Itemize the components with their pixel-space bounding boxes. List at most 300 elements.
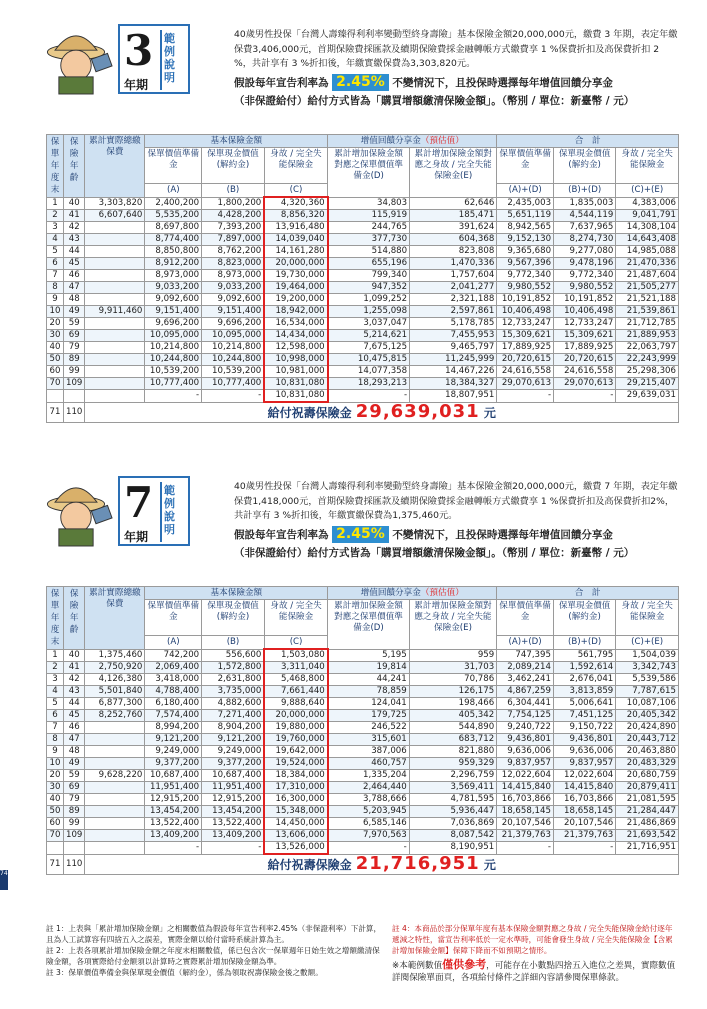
table-cell: 315,601 <box>328 734 409 746</box>
table-cell: 747,395 <box>497 649 554 662</box>
table-cell <box>85 366 145 378</box>
table-cell: 514,880 <box>328 246 410 258</box>
table-cell: 18,293,213 <box>328 378 410 390</box>
table-cell: 9,478,196 <box>554 258 616 270</box>
table-cell: - <box>554 390 616 403</box>
table-cell: 40 <box>64 197 85 210</box>
table-cell: 18,384,000 <box>264 770 327 782</box>
table-row <box>47 342 679 354</box>
table-cell: 45 <box>64 710 85 722</box>
table-cell: 3,735,000 <box>202 686 265 698</box>
table-row <box>47 662 679 674</box>
table-row <box>47 318 679 330</box>
section-header <box>46 478 679 578</box>
table-cell: - <box>553 842 615 855</box>
footnote-2: 註 2：上表各項累計增加保險金額之年度末相關數值，係已包含次一保單週年日始生效之增額繳清保險金額，各項實際給付金額須以計算時之實際累計增加保險金額為準。 <box>46 946 380 966</box>
table-cell: - <box>202 390 265 403</box>
table-cell: 9,121,200 <box>145 734 202 746</box>
col-paid-header: 累計實際總繳保費 <box>85 135 145 198</box>
table-cell: 9,772,340 <box>554 270 616 282</box>
table-cell: 15,309,621 <box>554 330 616 342</box>
table-cell <box>85 294 145 306</box>
table-cell: 14,450,000 <box>264 818 327 830</box>
table-cell: 185,471 <box>410 210 497 222</box>
table-cell: 49 <box>64 306 85 318</box>
table-cell: 60 <box>47 818 64 830</box>
table-cell: 109 <box>64 830 85 842</box>
table-cell: 13,409,200 <box>202 830 265 842</box>
table-cell <box>85 354 145 366</box>
table-cell: 2,321,188 <box>410 294 497 306</box>
table-cell: 5,195 <box>328 649 409 662</box>
table-cell: 10,831,080 <box>264 378 327 390</box>
table-cell: 405,342 <box>409 710 496 722</box>
table-cell: 799,340 <box>328 270 410 282</box>
table-cell: 18,384,327 <box>410 378 497 390</box>
table-cell: 8 <box>47 282 64 294</box>
table-cell: 3,303,820 <box>85 197 145 210</box>
table-cell <box>85 258 145 270</box>
col-ce-tag: (C)+(E) <box>616 636 679 650</box>
table-row <box>47 270 679 282</box>
table-cell: 9,151,400 <box>202 306 265 318</box>
table-cell: 29,070,613 <box>497 378 554 390</box>
table-cell: 3 <box>47 222 64 234</box>
table-cell: 20,000,000 <box>264 258 327 270</box>
benefit-table <box>46 134 679 423</box>
assumption-part-c: （非保證給付）給付方式皆為「購買增額繳清保險金額」。（幣別 / 單位：新臺幣 / 元） <box>234 95 635 107</box>
table-cell: 10 <box>47 306 64 318</box>
table-cell: 24,616,558 <box>554 366 616 378</box>
table-cell: 29,070,613 <box>554 378 616 390</box>
table-cell: 9,636,006 <box>497 746 554 758</box>
assumption-part-c: （非保證給付）給付方式皆為「購買增額繳清保險金額」。（幣別 / 單位：新臺幣 / 元） <box>234 547 635 559</box>
table-cell: 109 <box>64 378 85 390</box>
table-cell: 10,244,800 <box>145 354 202 366</box>
group-total-header: 合 計 <box>497 587 679 600</box>
table-cell: 71 <box>47 854 64 874</box>
table-cell: 69 <box>64 782 85 794</box>
table-cell: 8,973,000 <box>145 270 202 282</box>
table-row <box>47 818 679 830</box>
table-cell: 22,063,797 <box>616 342 679 354</box>
table-cell: 6,304,441 <box>497 698 554 710</box>
table-cell <box>85 782 145 794</box>
table-cell: 823,808 <box>410 246 497 258</box>
table-cell: 1,757,604 <box>410 270 497 282</box>
assumption-part-b: 不變情況下，且投保時選擇每年增值回饋分享金 <box>392 77 613 89</box>
table-cell: 21,889,953 <box>616 330 679 342</box>
table-cell: 604,368 <box>410 234 497 246</box>
example-section-3yr <box>46 26 679 422</box>
table-cell: 70,786 <box>409 674 496 686</box>
table-cell: 13,454,200 <box>145 806 202 818</box>
col-year-header: 保單年度末 <box>47 135 64 198</box>
table-row <box>47 674 679 686</box>
table-cell: 19,464,000 <box>264 282 327 294</box>
table-cell: 17,889,925 <box>497 342 554 354</box>
table-cell: 19,880,000 <box>264 722 327 734</box>
table-cell: 2 <box>47 662 64 674</box>
table-cell: 12,915,200 <box>145 794 202 806</box>
table-cell: 43 <box>64 234 85 246</box>
col-e-header: 累計增加保險金額對應之身故 / 完全失能保險金(E) <box>410 148 497 198</box>
table-cell: 5,006,641 <box>553 698 615 710</box>
table-row <box>47 782 679 794</box>
table-cell: 742,200 <box>145 649 202 662</box>
table-cell: 10,095,000 <box>202 330 265 342</box>
table-cell: 7,036,869 <box>409 818 496 830</box>
group-bonus-note: （預估值） <box>420 136 464 146</box>
table-cell: 2,400,200 <box>145 197 202 210</box>
table-cell: 14,467,226 <box>410 366 497 378</box>
table-cell: 59 <box>64 770 85 782</box>
table-cell: 78,859 <box>328 686 409 698</box>
group-basic-header: 基本保險金額 <box>145 135 328 148</box>
table-cell: 9,436,801 <box>497 734 554 746</box>
maturity-unit: 元 <box>483 405 496 420</box>
table-cell: 9 <box>47 746 64 758</box>
table-cell: - <box>202 842 265 855</box>
table-cell: 2,296,759 <box>409 770 496 782</box>
table-cell: 60 <box>47 366 64 378</box>
intro-text: 40歲男性投保「台灣人壽臻得利利率變動型終身壽險」基本保險金額20,000,000元，繳費 3 年期，表定年繳保費3,406,000元，首期保險費採匯款及續期保險費採金融轉帳方式繳費享 1 %保費折扣及高保費折扣 2 %，共計享有 3 %折扣後，年繳實繳保費為3,303,820元。 <box>234 29 678 69</box>
page-tag: 74 <box>0 870 8 890</box>
table-cell: 7,754,125 <box>497 710 554 722</box>
table-cell: 9,240,722 <box>497 722 554 734</box>
table-cell: 7,970,563 <box>328 830 409 842</box>
table-cell: 15,348,000 <box>264 806 327 818</box>
maturity-benefit <box>85 402 679 422</box>
table-cell <box>85 246 145 258</box>
table-cell: 9,377,200 <box>145 758 202 770</box>
table-cell: 10,244,800 <box>202 354 265 366</box>
table-cell: 9,150,722 <box>553 722 615 734</box>
table-cell: 947,352 <box>328 282 410 294</box>
table-cell: 19,730,000 <box>264 270 327 282</box>
col-ce-tag: (C)+(E) <box>616 184 679 198</box>
table-cell: 46 <box>64 270 85 282</box>
col-c-header: 身故 / 完全失能保險金 <box>264 600 327 636</box>
table-cell: 20,680,759 <box>616 770 679 782</box>
table-cell: 44 <box>64 698 85 710</box>
table-row <box>47 210 679 222</box>
table-cell: 13,454,200 <box>202 806 265 818</box>
table-cell: 13,606,000 <box>264 830 327 842</box>
table-cell: 10,191,852 <box>554 294 616 306</box>
table-cell: 9,696,200 <box>202 318 265 330</box>
table-cell: 20,879,411 <box>616 782 679 794</box>
table-cell: 8,912,200 <box>145 258 202 270</box>
table-cell: 9,465,797 <box>410 342 497 354</box>
table-cell: 8,252,760 <box>85 710 145 722</box>
table-cell: 1,835,003 <box>554 197 616 210</box>
table-cell: 244,765 <box>328 222 410 234</box>
table-cell: 19,814 <box>328 662 409 674</box>
assumption-part-a: 假設每年宣告利率為 <box>234 529 329 541</box>
table-cell: 21,712,785 <box>616 318 679 330</box>
table-cell: 6,607,640 <box>85 210 145 222</box>
table-row <box>47 649 679 662</box>
table-cell: 2,631,800 <box>202 674 265 686</box>
table-cell: 9,152,130 <box>497 234 554 246</box>
table-row <box>47 698 679 710</box>
table-cell: 9,888,640 <box>264 698 327 710</box>
table-cell: 3,813,859 <box>553 686 615 698</box>
table-cell: 9,365,680 <box>497 246 554 258</box>
table-cell: 9,041,791 <box>616 210 679 222</box>
table-cell: 6 <box>47 710 64 722</box>
table-cell: 115,919 <box>328 210 410 222</box>
table-cell: 3,311,040 <box>264 662 327 674</box>
table-cell: 8,087,542 <box>409 830 496 842</box>
col-a-header: 保單價值準備金 <box>145 600 202 636</box>
col-c-tag: (C) <box>264 184 327 198</box>
table-cell: 10,981,000 <box>264 366 327 378</box>
assumption-text <box>234 74 679 110</box>
table-cell: 48 <box>64 294 85 306</box>
table-cell: 9,567,396 <box>497 258 554 270</box>
table-cell: 14,161,280 <box>264 246 327 258</box>
table-cell: 5,468,800 <box>264 674 327 686</box>
group-total-header: 合 計 <box>497 135 679 148</box>
table-cell <box>64 390 85 403</box>
table-row <box>47 222 679 234</box>
table-cell: 9,092,600 <box>145 294 202 306</box>
table-cell: 5,535,200 <box>145 210 202 222</box>
table-cell: 1,800,200 <box>202 197 265 210</box>
table-cell: 16,300,000 <box>264 794 327 806</box>
table-cell: 9,151,400 <box>145 306 202 318</box>
table-cell: 1,099,252 <box>328 294 410 306</box>
col-ce-header: 身故 / 完全失能保險金 <box>616 600 679 636</box>
table-cell: 8,973,000 <box>202 270 265 282</box>
table-cell: 2,069,400 <box>145 662 202 674</box>
table-cell: 44,241 <box>328 674 409 686</box>
table-cell: 10,406,498 <box>497 306 554 318</box>
table-cell <box>85 734 145 746</box>
table-cell: 46 <box>64 722 85 734</box>
table-cell: 20,483,329 <box>616 758 679 770</box>
table-cell: 7,271,400 <box>202 710 265 722</box>
table-cell: 18,942,000 <box>264 306 327 318</box>
table-cell: 21,081,595 <box>616 794 679 806</box>
table-cell: 3,037,047 <box>328 318 410 330</box>
table-cell: 25,298,306 <box>616 366 679 378</box>
table-cell: 21,693,542 <box>616 830 679 842</box>
table-cell: 42 <box>64 674 85 686</box>
table-cell: 2,089,214 <box>497 662 554 674</box>
table-cell: 10,214,800 <box>145 342 202 354</box>
table-cell: 10,777,400 <box>202 378 265 390</box>
term-year-label: 年期 <box>124 530 149 544</box>
table-cell: 4,781,595 <box>409 794 496 806</box>
badge-example-label: 範例說明 <box>164 32 175 84</box>
table-cell: 1 <box>47 197 64 210</box>
table-cell: 5 <box>47 246 64 258</box>
table-cell: 1,255,098 <box>328 306 410 318</box>
table-cell: 9,696,200 <box>145 318 202 330</box>
table-cell: 8,190,951 <box>409 842 496 855</box>
table-cell: 14,415,840 <box>553 782 615 794</box>
table-row <box>47 686 679 698</box>
table-cell: 110 <box>64 854 85 874</box>
table-cell: 19,642,000 <box>264 746 327 758</box>
table-cell: 6 <box>47 258 64 270</box>
table-cell: 7,897,000 <box>202 234 265 246</box>
table-cell: 21,487,604 <box>616 270 679 282</box>
table-cell: 10,831,080 <box>264 390 327 403</box>
table-cell: 12,733,247 <box>497 318 554 330</box>
table-cell: 40 <box>47 342 64 354</box>
table-cell: 20,720,615 <box>554 354 616 366</box>
badge-divider <box>160 30 162 90</box>
table-cell: 11,951,400 <box>202 782 265 794</box>
table-cell: 9,628,220 <box>85 770 145 782</box>
table-cell: 2,464,440 <box>328 782 409 794</box>
table-cell: 29,215,407 <box>616 378 679 390</box>
col-ad-header: 保單價值準備金 <box>497 600 554 636</box>
table-cell <box>85 318 145 330</box>
table-body <box>47 649 679 874</box>
table-cell: 9,911,460 <box>85 306 145 318</box>
table-cell <box>85 330 145 342</box>
table-cell: 2 <box>47 210 64 222</box>
table-row <box>47 806 679 818</box>
col-ad-header: 保單價值準備金 <box>497 148 554 184</box>
table-cell: 30 <box>47 782 64 794</box>
table-cell <box>85 234 145 246</box>
table-cell <box>85 390 145 403</box>
term-number: 7 <box>124 478 154 527</box>
table-cell: - <box>497 390 554 403</box>
table-cell: 7,455,953 <box>410 330 497 342</box>
table-row <box>47 746 679 758</box>
table-cell: 110 <box>64 402 85 422</box>
table-cell: 10,406,498 <box>554 306 616 318</box>
total-row <box>47 854 679 874</box>
col-bd-tag: (B)+(D) <box>554 184 616 198</box>
table-row <box>47 234 679 246</box>
table-cell: 89 <box>64 806 85 818</box>
table-cell: 9,980,552 <box>554 282 616 294</box>
col-a-header: 保單價值準備金 <box>145 148 202 184</box>
group-bonus-title: 增值回饋分享金 <box>360 136 421 146</box>
footnote-1: 註 1：上表與「累計增加保險金額」之相關數值為假設每年宣告利率2.45%（非保證利率）下計算，且為人工試算容有四捨五入之誤差，實際金額以給付當時系統計算為主。 <box>46 924 382 944</box>
table-cell: 20,720,615 <box>497 354 554 366</box>
table-cell: 49 <box>64 758 85 770</box>
table-cell: 21,470,336 <box>616 258 679 270</box>
table-cell: 12,598,000 <box>264 342 327 354</box>
table-cell: 10,998,000 <box>264 354 327 366</box>
table-cell: 24,616,558 <box>497 366 554 378</box>
col-bd-tag: (B)+(D) <box>553 636 615 650</box>
table-cell: 7 <box>47 270 64 282</box>
maturity-label: 給付祝壽保險金 <box>267 405 352 420</box>
footnotes-left <box>46 923 386 978</box>
advisor-avatar-icon <box>36 464 116 548</box>
table-cell: 15,309,621 <box>497 330 554 342</box>
table-cell: 14,039,040 <box>264 234 327 246</box>
col-ce-header: 身故 / 完全失能保險金 <box>616 148 679 184</box>
table-cell: 655,196 <box>328 258 410 270</box>
table-cell: 12,022,604 <box>497 770 554 782</box>
table-cell: 460,757 <box>328 758 409 770</box>
table-cell: 20,443,712 <box>616 734 679 746</box>
table-cell: 5,936,447 <box>409 806 496 818</box>
example-section-7yr <box>46 478 679 874</box>
table-cell: 13,409,200 <box>145 830 202 842</box>
table-cell: 7 <box>47 722 64 734</box>
table-cell: 9,249,000 <box>145 746 202 758</box>
col-a-tag: (A) <box>145 184 202 198</box>
table-cell: 21,379,763 <box>497 830 554 842</box>
table-cell: 50 <box>47 354 64 366</box>
table-cell: 1,504,039 <box>616 649 679 662</box>
table-cell: 7,574,400 <box>145 710 202 722</box>
table-cell: 9,980,552 <box>497 282 554 294</box>
table-cell: 3,418,000 <box>145 674 202 686</box>
table-cell: 377,730 <box>328 234 410 246</box>
table-cell: 10,475,815 <box>328 354 410 366</box>
benefit-table <box>46 586 679 875</box>
table-cell: 4,882,600 <box>202 698 265 710</box>
assumption-text <box>234 526 679 562</box>
table-cell <box>85 818 145 830</box>
table-cell: 7,787,615 <box>616 686 679 698</box>
table-cell: 19,524,000 <box>264 758 327 770</box>
table-cell: 2,041,277 <box>410 282 497 294</box>
table-cell: 16,703,866 <box>553 794 615 806</box>
table-cell: 48 <box>64 746 85 758</box>
table-cell: 45 <box>64 258 85 270</box>
col-e-header: 累計增加保險金額對應之身故 / 完全失能保險金(E) <box>409 600 496 650</box>
maturity-amount: 21,716,951 <box>355 852 480 874</box>
col-a-tag: (A) <box>145 636 202 650</box>
table-cell: 40 <box>47 794 64 806</box>
table-row <box>47 770 679 782</box>
table-cell: 821,880 <box>409 746 496 758</box>
table-cell: 47 <box>64 282 85 294</box>
group-bonus-header <box>328 135 497 148</box>
table-cell: 5,178,785 <box>410 318 497 330</box>
term-year-label: 年期 <box>124 78 149 92</box>
table-cell: 3,342,743 <box>616 662 679 674</box>
table-cell: 124,041 <box>328 698 409 710</box>
table-cell: 13,522,400 <box>145 818 202 830</box>
group-bonus-title: 增值回饋分享金 <box>360 588 421 598</box>
table-cell: - <box>497 842 554 855</box>
table-cell: 198,466 <box>409 698 496 710</box>
col-b-header: 保單現金價值(解約金) <box>202 600 265 636</box>
table-cell: 1,503,080 <box>264 649 327 662</box>
col-d-header: 累計增加保險金額對應之保單價值準備金(D) <box>328 148 410 198</box>
table-cell: 11,951,400 <box>145 782 202 794</box>
table-cell: 4,544,119 <box>554 210 616 222</box>
table-cell: 8,850,800 <box>145 246 202 258</box>
table-cell: 9 <box>47 294 64 306</box>
table-cell: 7,393,200 <box>202 222 265 234</box>
table-cell: 561,795 <box>553 649 615 662</box>
table-cell: 126,175 <box>409 686 496 698</box>
table-cell: 10 <box>47 758 64 770</box>
table-row <box>47 294 679 306</box>
table-body <box>47 197 679 422</box>
table-cell: 31,703 <box>409 662 496 674</box>
table-cell: 9,277,080 <box>554 246 616 258</box>
col-b-tag: (B) <box>202 184 265 198</box>
table-cell: 69 <box>64 330 85 342</box>
